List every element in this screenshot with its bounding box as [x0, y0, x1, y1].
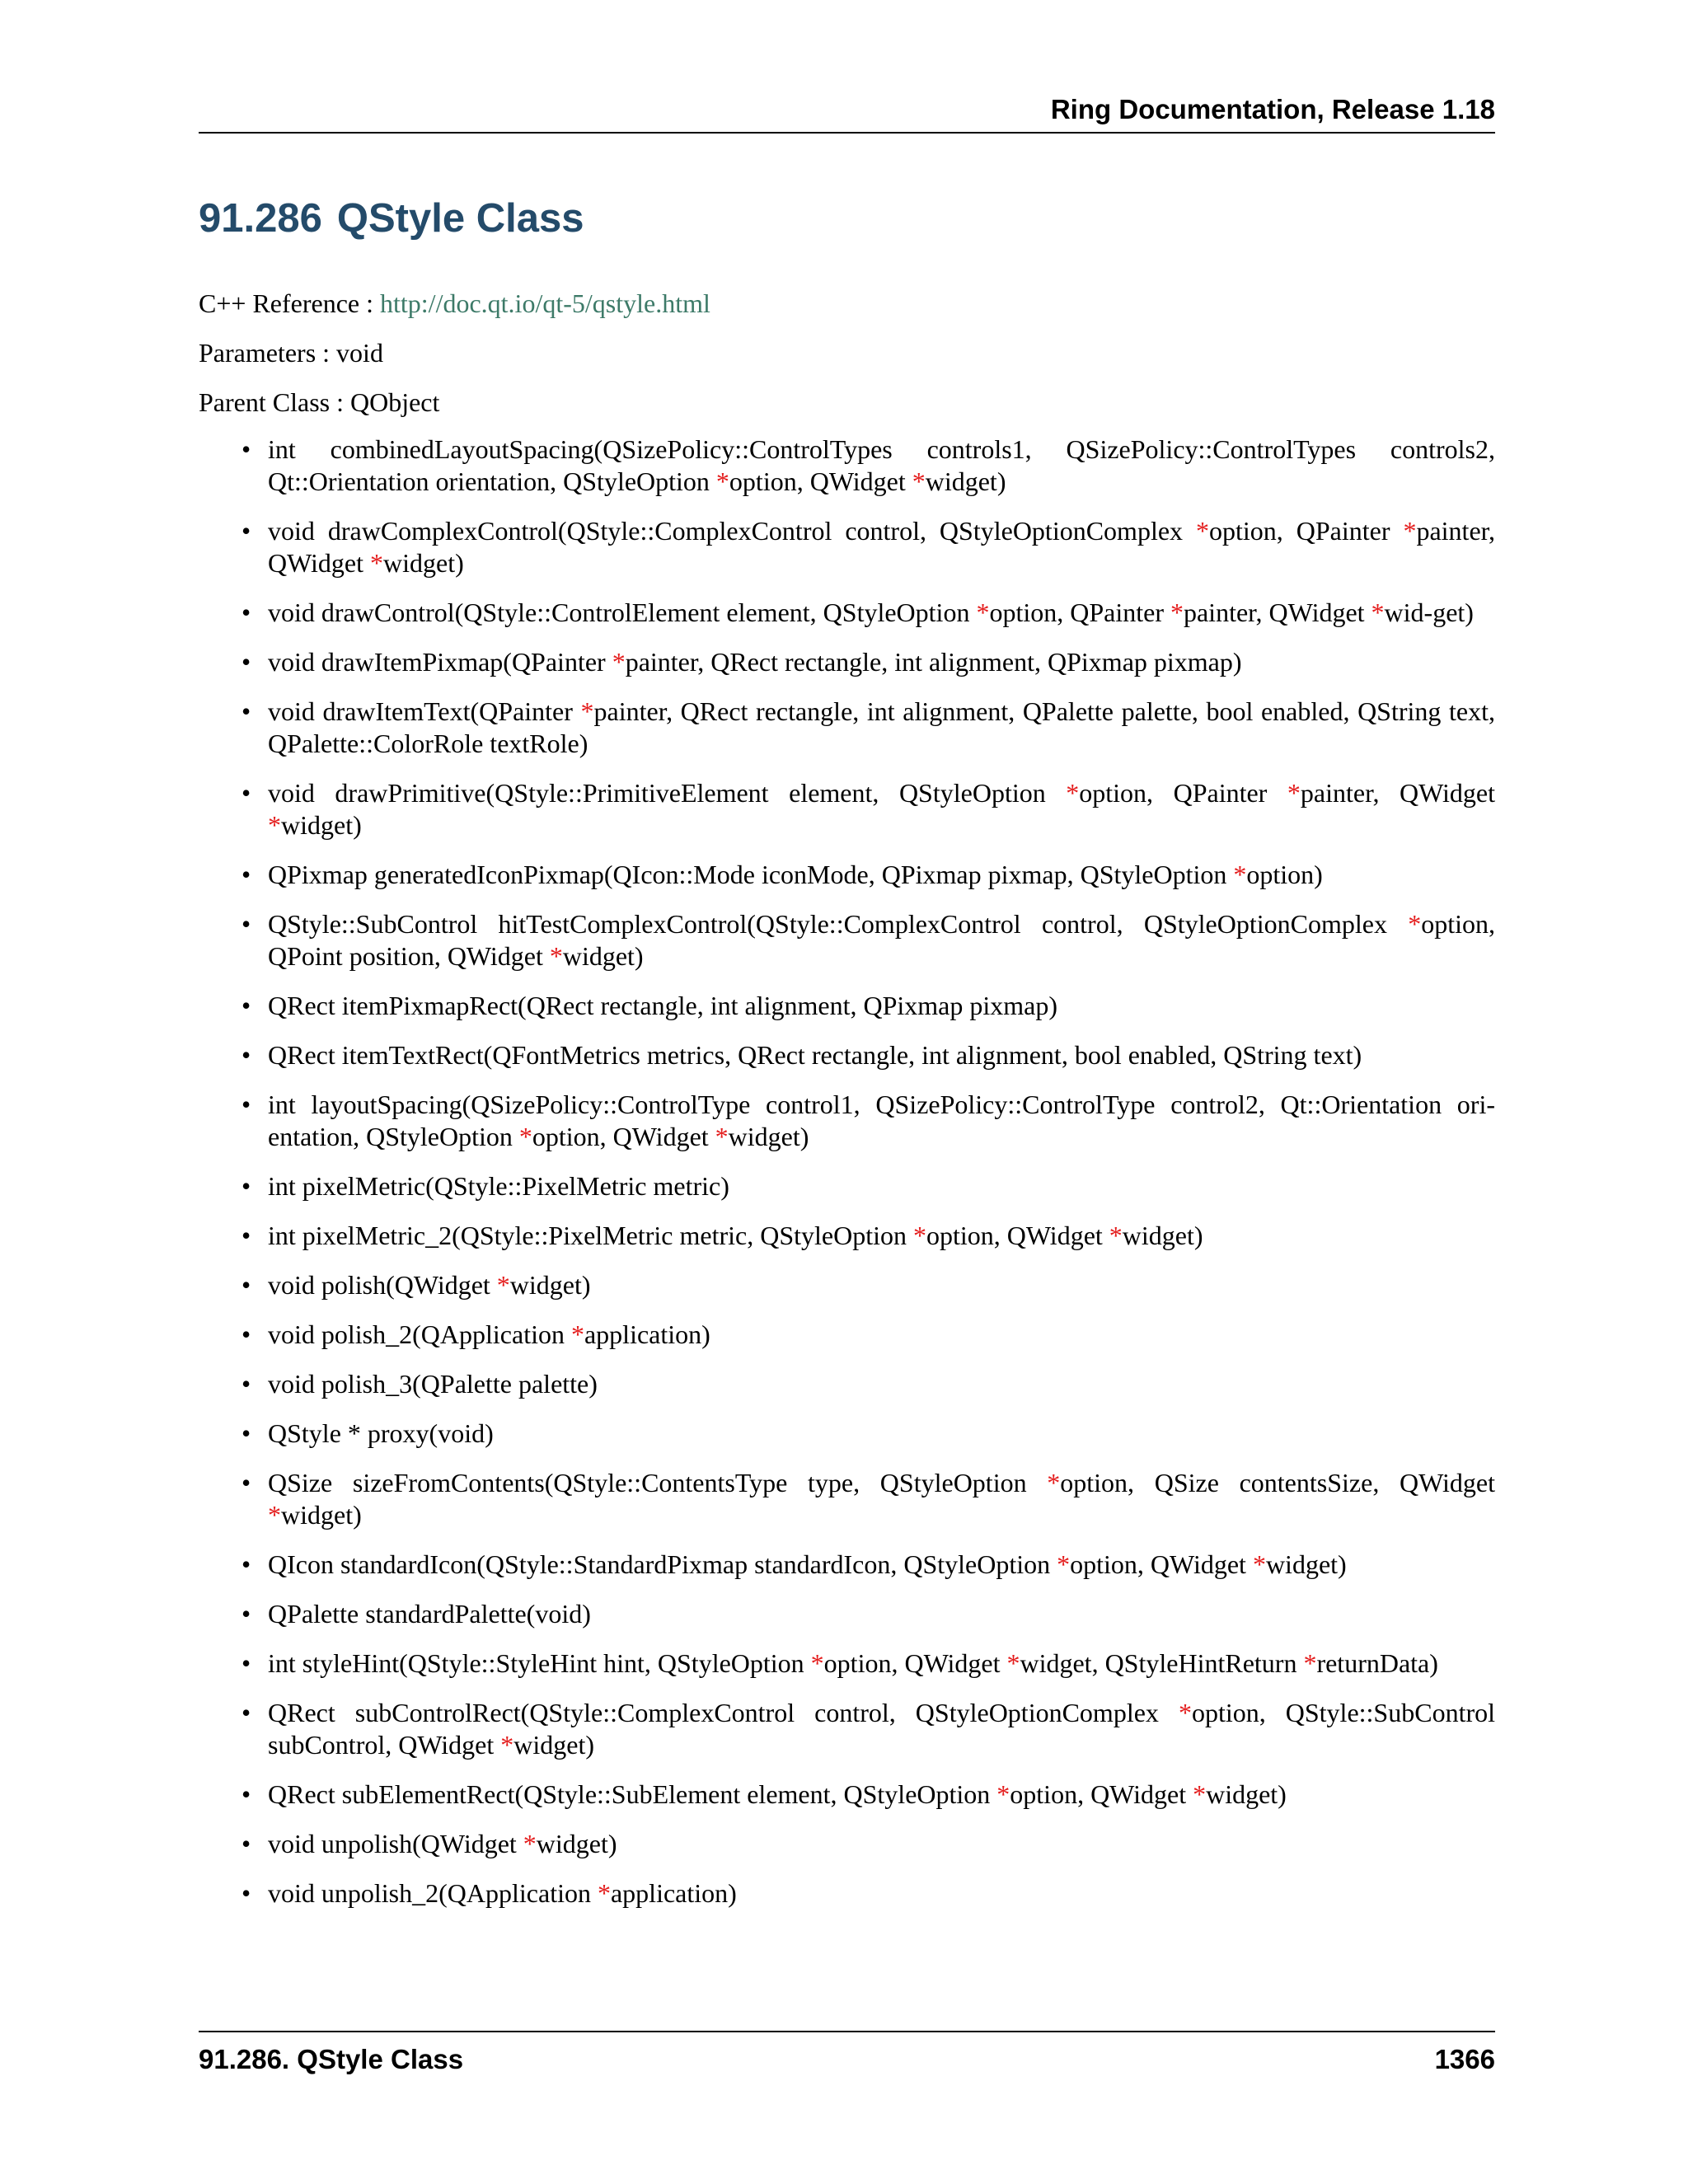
method-signature-text: void polish_2(QApplication [268, 1319, 571, 1349]
bullet-icon: • [241, 1648, 251, 1678]
pointer-star: * [500, 1730, 514, 1760]
method-signature-text: option, QPainter [1209, 516, 1404, 546]
method-item [199, 696, 1495, 760]
pointer-star: * [612, 647, 626, 677]
method-item [199, 1467, 1495, 1531]
bullet-icon: • [241, 598, 251, 627]
method-signature-text: QStyle * proxy(void) [268, 1418, 494, 1448]
method-signature-text: QRect subControlRect(QStyle::ComplexControl control, QStyleOptionComplex [268, 1698, 1179, 1727]
method-item [199, 1220, 1495, 1252]
method-item [199, 1598, 1495, 1630]
method-signature-text: int styleHint(QStyle::StyleHint hint, QStyleOption [268, 1648, 811, 1678]
method-signature-text: option, QWidget [1010, 1779, 1193, 1809]
method-signature-text: int layoutSpacing(QSizePolicy::ControlType control1, QSizePolicy::ControlType control2, Qt::Orientation ori-entation, QStyleOption [268, 1090, 1495, 1151]
method-signature-text: QRect itemPixmapRect(QRect rectangle, int alignment, QPixmap pixmap) [268, 991, 1057, 1020]
method-signature-text: widget) [536, 1829, 617, 1858]
method-item [199, 1828, 1495, 1860]
cpp-reference-label: C++ Reference : [199, 288, 380, 318]
method-signature-text: void polish_3(QPalette palette) [268, 1369, 598, 1399]
method-signature-text: widget) [1265, 1549, 1347, 1579]
method-signature-text: widget) [1206, 1779, 1287, 1809]
method-item [199, 1269, 1495, 1301]
method-item [199, 1319, 1495, 1351]
section-name: QStyle Class [336, 196, 584, 241]
bullet-icon: • [241, 696, 251, 726]
pointer-star: * [1233, 860, 1247, 889]
method-signature-text: widget) [281, 1500, 362, 1530]
method-signature-text: void polish(QWidget [268, 1270, 497, 1300]
method-signature-text: option, QPainter [1079, 778, 1287, 808]
bullet-icon: • [241, 1599, 251, 1629]
method-signature-text: void drawItemPixmap(QPainter [268, 647, 612, 677]
bullet-icon: • [241, 1829, 251, 1858]
method-signature-text: option, QWidget [926, 1221, 1109, 1250]
pointer-star: * [912, 466, 926, 496]
bullet-icon: • [241, 1468, 251, 1497]
method-signature-text: QPixmap generatedIconPixmap(QIcon::Mode iconMode, QPixmap pixmap, QStyleOption [268, 860, 1234, 889]
bullet-icon: • [241, 1171, 251, 1201]
bullet-icon: • [241, 1319, 251, 1349]
bullet-icon: • [241, 909, 251, 939]
method-item [199, 597, 1495, 629]
method-signature-text: void drawPrimitive(QStyle::PrimitiveElement element, QStyleOption [268, 778, 1067, 808]
method-signature-text: int combinedLayoutSpacing(QSizePolicy::ControlTypes controls1, QSizePolicy::ControlTypes controls2, Qt::Orientation orientation, QStyleOption [268, 434, 1495, 496]
method-signature-text: option, QWidget [823, 1648, 1007, 1678]
pointer-star: * [1196, 516, 1209, 546]
method-signature-text: widget) [281, 810, 362, 840]
method-signature-text: option, QPainter [989, 598, 1170, 627]
method-signature-text: void drawItemText(QPainter [268, 696, 581, 726]
method-item [199, 990, 1495, 1022]
method-item [199, 1697, 1495, 1761]
method-item [199, 1647, 1495, 1680]
pointer-star: * [518, 1122, 532, 1151]
method-signature-text: wid-get) [1384, 598, 1474, 627]
pointer-star: * [1178, 1698, 1192, 1727]
pointer-star: * [268, 1500, 281, 1530]
pointer-star: * [549, 941, 563, 971]
pointer-star: * [597, 1878, 611, 1908]
section-number: 91.286 [199, 196, 322, 241]
pointer-star: * [1057, 1549, 1071, 1579]
pointer-star: * [1066, 778, 1080, 808]
method-signature-text: option, QStyle::SubControl subControl, QWidget [268, 1698, 1495, 1760]
pointer-star: * [810, 1648, 824, 1678]
method-list [199, 434, 1495, 1927]
method-signature-text: void drawControl(QStyle::ControlElement element, QStyleOption [268, 598, 977, 627]
method-signature-text: widget, QStyleHintReturn [1020, 1648, 1304, 1678]
bullet-icon: • [241, 1090, 251, 1119]
page-footer [199, 2031, 1495, 2079]
pointer-star: * [1403, 516, 1417, 546]
pointer-star: * [1047, 1468, 1061, 1497]
method-item [199, 1418, 1495, 1450]
method-signature-text: void unpolish(QWidget [268, 1829, 523, 1858]
bullet-icon: • [241, 1878, 251, 1908]
pointer-star: * [1252, 1549, 1266, 1579]
method-item [199, 1170, 1495, 1202]
bullet-icon: • [241, 778, 251, 808]
method-signature-text: QPalette standardPalette(void) [268, 1599, 591, 1629]
method-signature-text: painter, QRect rectangle, int alignment, QPixmap pixmap) [625, 647, 1242, 677]
method-item [199, 434, 1495, 498]
method-item [199, 908, 1495, 972]
bullet-icon: • [241, 1221, 251, 1250]
pointer-star: * [1193, 1779, 1207, 1809]
method-signature-text: application) [584, 1319, 710, 1349]
method-signature-text: int pixelMetric_2(QStyle::PixelMetric metric, QStyleOption [268, 1221, 913, 1250]
pointer-star: * [1109, 1221, 1123, 1250]
method-signature-text: option, QPoint position, QWidget [268, 909, 1495, 971]
method-signature-text: QSize sizeFromContents(QStyle::ContentsType type, QStyleOption [268, 1468, 1048, 1497]
method-signature-text: widget) [562, 941, 644, 971]
bullet-icon: • [241, 516, 251, 546]
bullet-icon: • [241, 1779, 251, 1809]
pointer-star: * [1371, 598, 1385, 627]
method-signature-text: void unpolish_2(QApplication [268, 1878, 598, 1908]
method-signature-text: option, QWidget [1070, 1549, 1253, 1579]
pointer-star: * [1303, 1648, 1317, 1678]
pointer-star: * [570, 1319, 584, 1349]
method-item [199, 1877, 1495, 1910]
bullet-icon: • [241, 647, 251, 677]
method-signature-text: painter, QWidget [1300, 778, 1496, 808]
method-signature-text: widget) [513, 1730, 594, 1760]
method-item [199, 1368, 1495, 1400]
method-item [199, 1089, 1495, 1153]
method-signature-text: option) [1246, 860, 1323, 889]
method-signature-text: QRect subElementRect(QStyle::SubElement element, QStyleOption [268, 1779, 997, 1809]
bullet-icon: • [241, 1418, 251, 1448]
method-signature-text: QRect itemTextRect(QFontMetrics metrics, QRect rectangle, int alignment, bool enabled, QString text) [268, 1040, 1362, 1070]
bullet-icon: • [241, 1040, 251, 1070]
method-item [199, 1779, 1495, 1811]
method-signature-text: option, QWidget [532, 1122, 715, 1151]
method-signature-text: option, QWidget [729, 466, 912, 496]
parent-class-line: Parent Class : QObject [199, 387, 440, 417]
footer-section-label: 91.286. QStyle Class [199, 2044, 464, 2074]
method-item [199, 1549, 1495, 1581]
pointer-star: * [996, 1779, 1010, 1809]
pointer-star: * [715, 466, 729, 496]
pointer-star: * [496, 1270, 510, 1300]
page-number: 1366 [1434, 2044, 1495, 2074]
pointer-star: * [580, 696, 594, 726]
method-signature-text: widget) [383, 548, 464, 578]
method-item [199, 777, 1495, 841]
pointer-star: * [976, 598, 990, 627]
bullet-icon: • [241, 860, 251, 889]
pointer-star: * [1170, 598, 1184, 627]
method-signature-text: widget) [728, 1122, 809, 1151]
pointer-star: * [1006, 1648, 1020, 1678]
method-signature-text: painter, QWidget [268, 516, 1496, 578]
method-item [199, 859, 1495, 891]
pointer-star: * [268, 810, 281, 840]
method-item [199, 646, 1495, 678]
pointer-star: * [1287, 778, 1301, 808]
method-signature-text: void drawComplexControl(QStyle::ComplexControl control, QStyleOptionComplex [268, 516, 1196, 546]
document-title: Ring Documentation, Release 1.18 [1050, 94, 1495, 124]
method-signature-text: application) [610, 1878, 737, 1908]
page-header [199, 91, 1495, 134]
bullet-icon: • [241, 1270, 251, 1300]
cpp-reference [199, 287, 1495, 320]
method-signature-text: QIcon standardIcon(QStyle::StandardPixmap standardIcon, QStyleOption [268, 1549, 1057, 1579]
method-signature-text: widget) [1122, 1221, 1203, 1250]
method-signature-text: option, QSize contentsSize, QWidget [1060, 1468, 1496, 1497]
pointer-star: * [912, 1221, 926, 1250]
parameters-line: Parameters : void [199, 338, 383, 368]
method-signature-text: QStyle::SubControl hitTestComplexControl(QStyle::ComplexControl control, QStyleOptionComplex [268, 909, 1409, 939]
pointer-star: * [1408, 909, 1422, 939]
cpp-reference-link[interactable]: http://doc.qt.io/qt-5/qstyle.html [380, 288, 710, 318]
method-item [199, 515, 1495, 579]
pointer-star: * [715, 1122, 729, 1151]
bullet-icon: • [241, 991, 251, 1020]
method-signature-text: int pixelMetric(QStyle::PixelMetric metric) [268, 1171, 729, 1201]
method-item [199, 1039, 1495, 1071]
bullet-icon: • [241, 1369, 251, 1399]
bullet-icon: • [241, 1549, 251, 1579]
pointer-star: * [523, 1829, 537, 1858]
method-signature-text: returnData) [1316, 1648, 1438, 1678]
section-title [199, 194, 584, 243]
method-signature-text: painter, QWidget [1183, 598, 1372, 627]
method-signature-text: painter, QRect rectangle, int alignment, QPalette palette, bool enabled, QString text, QPalette::ColorRole textRole) [268, 696, 1496, 758]
method-signature-text: widget) [509, 1270, 591, 1300]
bullet-icon: • [241, 434, 251, 464]
pointer-star: * [370, 548, 384, 578]
bullet-icon: • [241, 1698, 251, 1727]
method-signature-text: widget) [925, 466, 1006, 496]
